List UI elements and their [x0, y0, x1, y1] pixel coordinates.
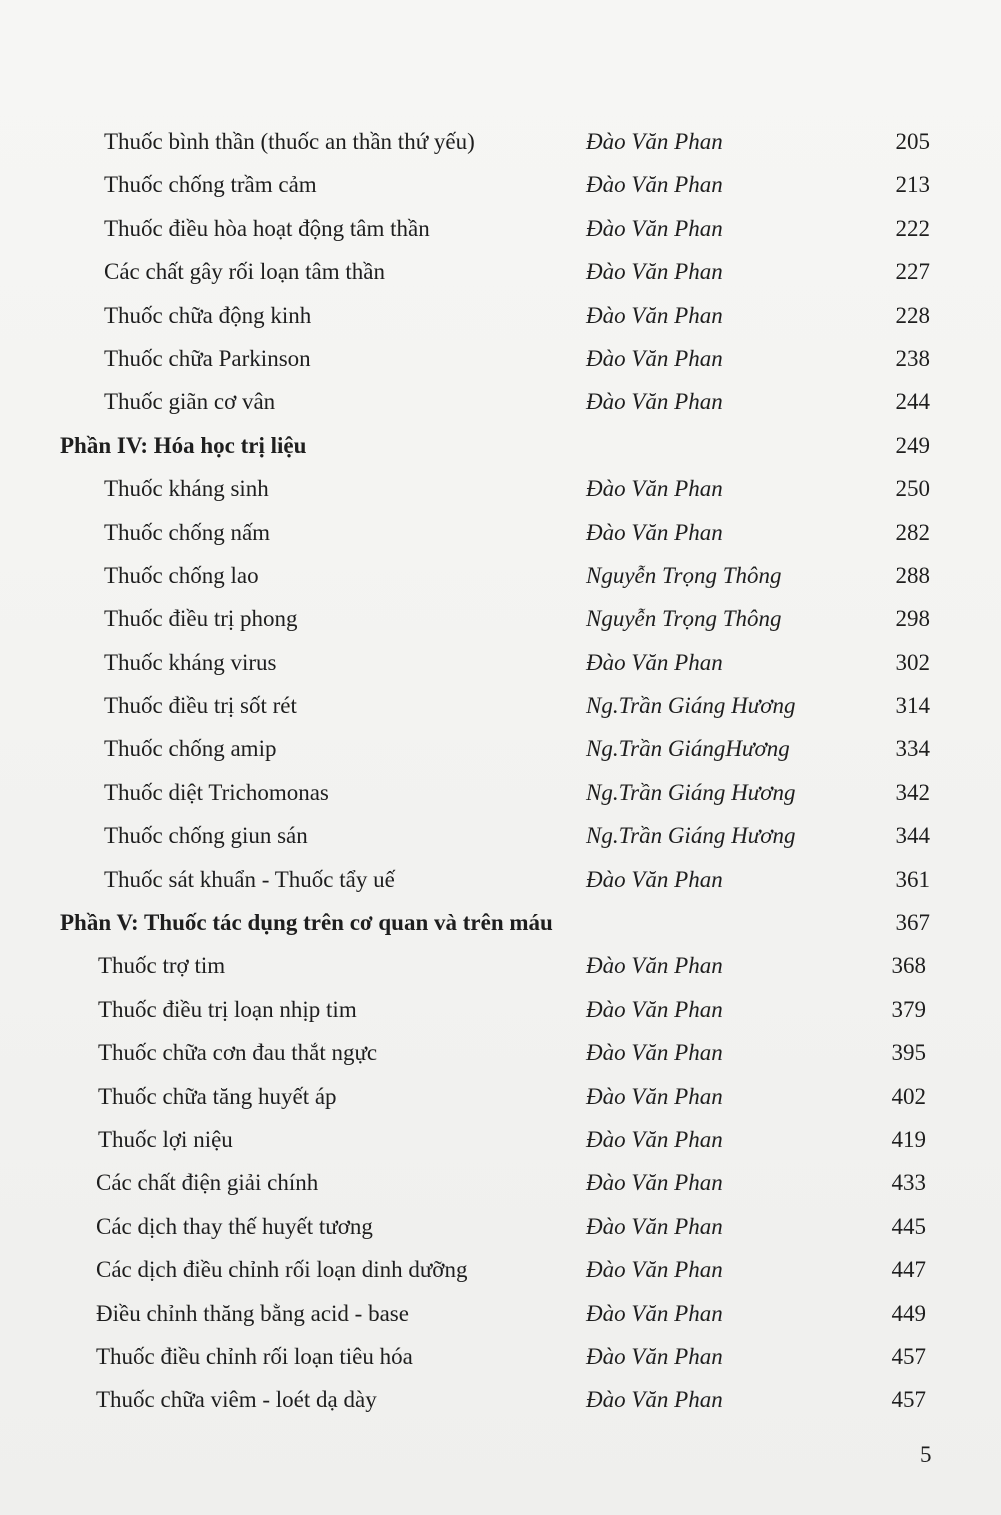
toc-title: Phần IV: Hóa học trị liệu — [60, 432, 307, 458]
toc-title: Thuốc điều trị loạn nhịp tim — [98, 996, 357, 1022]
toc-page-number: 244 — [895, 389, 930, 415]
toc-page-number: 250 — [895, 476, 930, 502]
toc-author: Đào Văn Phan — [586, 345, 723, 371]
toc-title: Các dịch thay thế huyết tương — [96, 1213, 373, 1239]
toc-section-heading — [0, 901, 1001, 944]
toc-page-number: 361 — [895, 866, 930, 892]
toc-author: Đào Văn Phan — [586, 1300, 723, 1326]
toc-title: Thuốc điều trị phong — [104, 606, 298, 632]
toc-title: Điều chỉnh thăng bằng acid - base — [96, 1300, 409, 1326]
toc-entry — [0, 944, 1001, 987]
toc-author: Đào Văn Phan — [586, 172, 723, 198]
toc-page-number: 227 — [895, 259, 930, 285]
toc-entry — [0, 511, 1001, 554]
toc-page-number: 238 — [895, 345, 930, 371]
toc-page-number: 457 — [891, 1343, 926, 1369]
toc-title: Thuốc chống nấm — [104, 519, 271, 545]
toc-title: Các chất điện giải chính — [96, 1170, 319, 1196]
toc-entry — [0, 1248, 1001, 1291]
toc-page-number: 368 — [891, 953, 926, 979]
toc-page-number: 367 — [895, 910, 930, 936]
toc-author: Đào Văn Phan — [586, 1040, 723, 1066]
toc-entry — [0, 1031, 1001, 1074]
toc-author: Đào Văn Phan — [586, 1387, 723, 1413]
toc-author: Đào Văn Phan — [586, 476, 723, 502]
toc-entry — [0, 1292, 1001, 1335]
toc-author: Đào Văn Phan — [586, 129, 723, 154]
toc-page-number: 334 — [895, 736, 930, 762]
toc-page-number: 314 — [895, 693, 930, 719]
toc-author: Đào Văn Phan — [586, 1126, 723, 1152]
toc-title: Thuốc chữa Parkinson — [104, 345, 311, 371]
toc-author: Đào Văn Phan — [586, 1343, 723, 1369]
toc-entry — [0, 814, 1001, 857]
toc-page-number: 457 — [891, 1387, 926, 1413]
toc-author: Ng.Trần Giáng Hương — [586, 693, 796, 719]
toc-entry — [0, 858, 1001, 901]
toc-page-number: 419 — [891, 1126, 926, 1152]
toc-page-number: 342 — [895, 779, 930, 805]
toc-title: Phần V: Thuốc tác dụng trên cơ quan và trên máu — [60, 910, 553, 936]
toc-author: Đào Văn Phan — [586, 1213, 723, 1239]
toc-title: Các chất gây rối loạn tâm thần — [104, 259, 386, 285]
toc-title: Thuốc điều chỉnh rối loạn tiêu hóa — [96, 1343, 413, 1369]
toc-entry — [0, 380, 1001, 423]
toc-author: Đào Văn Phan — [586, 259, 723, 285]
toc-page-number: 449 — [891, 1300, 926, 1326]
toc-author: Đào Văn Phan — [586, 1257, 723, 1283]
toc-title: Thuốc chữa cơn đau thắt ngực — [98, 1040, 378, 1066]
toc-entry — [0, 337, 1001, 380]
toc-title: Thuốc chữa viêm - loét dạ dày — [96, 1387, 377, 1413]
toc-entry — [0, 988, 1001, 1031]
toc-entry — [0, 771, 1001, 814]
toc-title: Thuốc kháng virus — [104, 649, 277, 675]
toc-author: Đào Văn Phan — [586, 519, 723, 545]
toc-title: Thuốc chữa tăng huyết áp — [98, 1083, 337, 1109]
toc-entry — [0, 294, 1001, 337]
toc-author: Đào Văn Phan — [586, 302, 723, 328]
toc-author: Đào Văn Phan — [586, 953, 723, 979]
toc-entry — [0, 120, 1001, 163]
toc-entry — [0, 1335, 1001, 1378]
toc-author: Ng.Trần Giáng Hương — [586, 823, 796, 849]
toc-page-number: 447 — [891, 1257, 926, 1283]
toc-entry — [0, 467, 1001, 510]
toc-page-number: 222 — [895, 215, 930, 241]
toc-title: Thuốc điều hòa hoạt động tâm thần — [104, 215, 430, 241]
toc-entry — [0, 250, 1001, 293]
toc-author: Nguyễn Trọng Thông — [586, 606, 782, 632]
toc-author: Ng.Trần GiángHương — [586, 736, 790, 762]
toc-title: Thuốc giãn cơ vân — [104, 389, 276, 415]
toc-title: Thuốc chống amip — [104, 736, 277, 762]
toc-author: Ng.Trần Giáng Hương — [586, 779, 796, 805]
toc-title: Thuốc chữa động kinh — [104, 302, 312, 328]
toc-entry — [0, 1118, 1001, 1161]
toc-page-number: 402 — [891, 1083, 926, 1109]
toc-page-number: 288 — [895, 562, 930, 588]
toc-page-number: 395 — [891, 1040, 926, 1066]
toc-title: Thuốc trợ tim — [98, 953, 226, 979]
toc-page-number: 445 — [891, 1213, 926, 1239]
toc-title: Thuốc chống trầm cảm — [104, 172, 317, 198]
toc-title: Thuốc kháng sinh — [104, 476, 269, 502]
toc-page-number: 205 — [895, 129, 930, 154]
toc-author: Đào Văn Phan — [586, 1083, 723, 1109]
toc-page-number: 302 — [895, 649, 930, 675]
toc-author: Đào Văn Phan — [586, 996, 723, 1022]
toc-title: Thuốc diệt Trichomonas — [104, 779, 329, 805]
toc-page-number: 344 — [895, 823, 930, 849]
toc-title: Thuốc lợi niệu — [98, 1126, 233, 1152]
toc-entry — [0, 1205, 1001, 1248]
toc-entry — [0, 597, 1001, 640]
toc-entry — [0, 727, 1001, 770]
toc-author: Đào Văn Phan — [586, 866, 723, 892]
toc-entry — [0, 1161, 1001, 1204]
toc-entry — [0, 554, 1001, 597]
toc-author: Đào Văn Phan — [586, 649, 723, 675]
toc-entry — [0, 1075, 1001, 1118]
toc-page-number: 298 — [895, 606, 930, 632]
toc-section-heading — [0, 424, 1001, 467]
toc-entry — [0, 1378, 1001, 1421]
toc-entry — [0, 684, 1001, 727]
toc-page-number: 249 — [895, 432, 930, 458]
toc-entry — [0, 163, 1001, 206]
toc-title: Thuốc chống giun sán — [104, 823, 308, 849]
toc-title: Thuốc điều trị sốt rét — [104, 693, 297, 719]
toc-page-number: 282 — [895, 519, 930, 545]
table-of-contents — [0, 120, 1001, 1422]
toc-author: Đào Văn Phan — [586, 389, 723, 415]
toc-title: Thuốc sát khuẩn - Thuốc tẩy uế — [104, 866, 395, 892]
toc-title: Thuốc bình thần (thuốc an thần thứ yếu) — [104, 129, 475, 154]
toc-page-number: 213 — [895, 172, 930, 198]
page-number: 5 — [920, 1442, 932, 1467]
toc-title: Thuốc chống lao — [104, 562, 259, 588]
toc-author: Đào Văn Phan — [586, 215, 723, 241]
toc-author: Nguyễn Trọng Thông — [586, 562, 782, 588]
toc-page-number: 228 — [895, 302, 930, 328]
toc-page-number: 379 — [891, 996, 926, 1022]
toc-author: Đào Văn Phan — [586, 1170, 723, 1196]
toc-entry — [0, 641, 1001, 684]
toc-entry — [0, 207, 1001, 250]
toc-page-number: 433 — [891, 1170, 926, 1196]
toc-title: Các dịch điều chỉnh rối loạn dinh dưỡng — [96, 1257, 468, 1283]
